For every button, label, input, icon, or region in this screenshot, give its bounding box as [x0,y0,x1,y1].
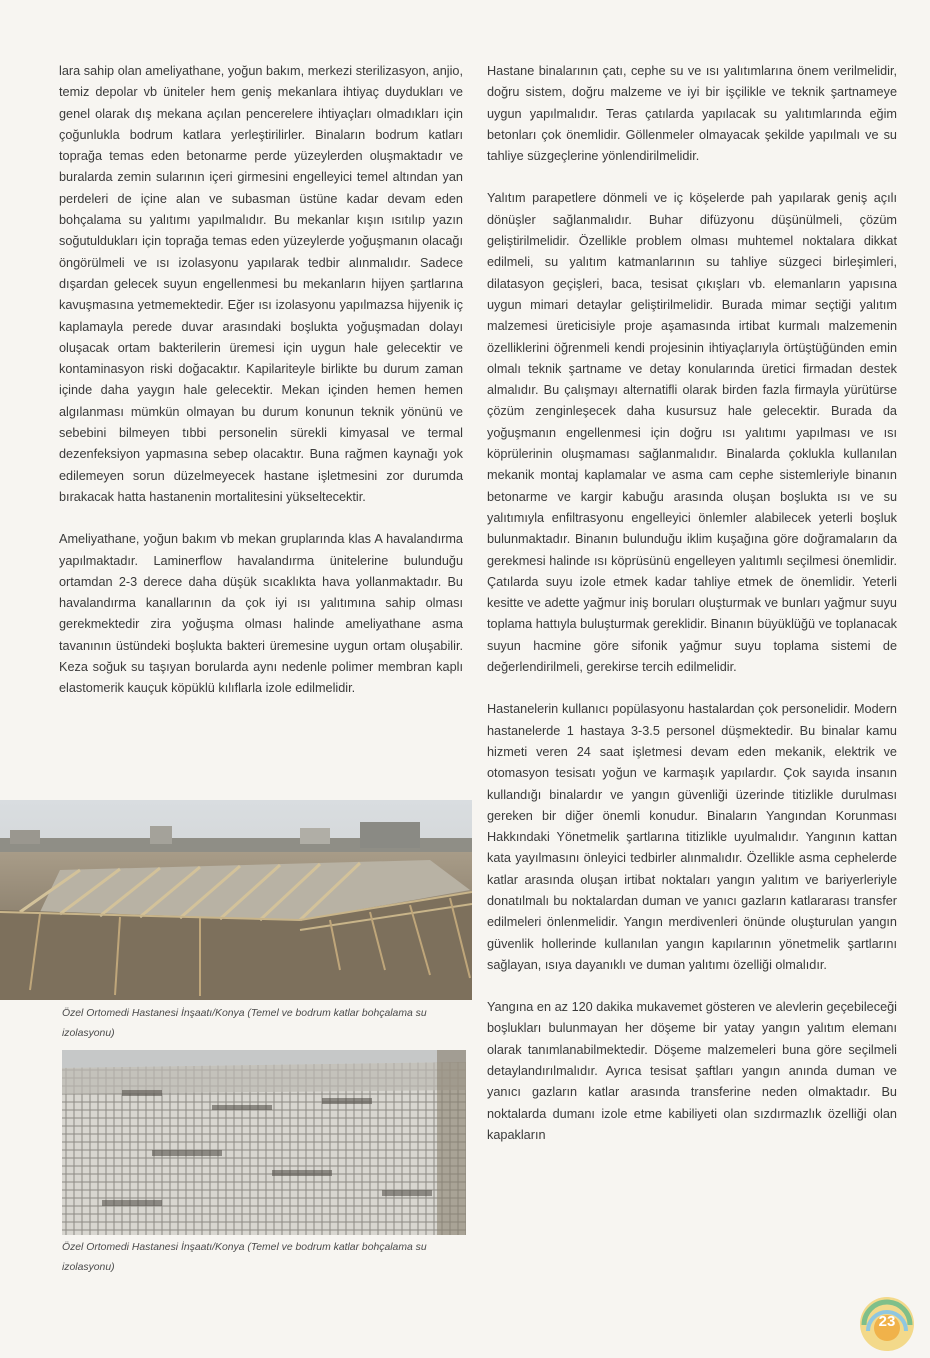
construction-photo-rebar [62,1050,466,1235]
left-text-column [59,61,463,700]
paragraph: Ameliyathane, yoğun bakım vb mekan gruplarında klas A havalandırma yapılmaktadır. Laminerflow havalandırma ünitelerine bulunduğu ortamdan 2-3 derece daha düşük sıcaklıkta hava yollanmaktadır. Bu havalandırma kanallarının da çok iyi ısı yalıtımına sahip olması gerekmektedir zira yoğuşma olması halinde ameliyathane asma tavanının üstündeki boşlukta bakteri üremesine uygun ortam oluşabilir. Keza soğuk su taşıyan borularda aynı nedenle polimer membran kaplı elastomerik kauçuk köpüklü kılıflarla izole edilmelidir. [59,532,463,696]
right-text-column [487,61,897,1146]
paragraph: Yalıtım parapetlere dönmeli ve iç köşelerde pah yapılarak geniş açılı dönüşler sağlanmalıdır. Buhar difüzyonu düşünülmeli, çözüm geliştirilmelidir. Özellikle problem olması muhtemel noktalara dikkat edilmeli, su yalıtım katmanlarının su tahliye süzgeci birleşimleri, dilatasyon geçişleri, baca, tesisat çıkışları vb. elemanların yapısına uygun mimari detaylar geliştirilmelidir. Burada mimar seçtiği yalıtım malzemesi üreticisiyle proje aşamasında irtibat kurmalı malzemenin özelliklerini öğrenmeli kendi projesinin ihtiyaçlarıyla örtüştüğünden emin olmalı teknik şartname ve detay konularında üretici firmadan destek almalıdır. Bu çalışmayı alternatifli olarak birden fazla firmayla yürütürse çözüm zenginleşecek daha kusursuz hale gelecektir. Burada da yoğuşmanın engellenmesi için doğru ısı yalıtımı yapılması ve ısı köprülerinin oluşmaması sağlanmalıdır. Binalarda çoklukla kullanılan mekanik montaj kaplamalar ve asma cam cephe sistemleriyle binanın betonarme ve kargir kabuğu arasında oluşan boşlukta ısı ve su yalıtımıyla enfiltrasyonu engelleyici önlemler alabilecek yeterli boşluk bulunmaktadır. Binanın bulunduğu iklim kuşağına göre doğramaların da gerekmesi halinde ısı köprüsünü engelleyen yalıtımlı seçilmesi önemlidir. Çatılarda suyu izole etmek kadar tahliye etmek de önemlidir. Yeterli kesitte ve adette yağmur iniş boruları oluşturmak ve bunları yağmur suyu toplama hattıyla buluşturmak gereklidir. Binanın büyüklüğü ve toplanacak suyun hacmine göre sifonik yağmur suyu toplama sistemi de değerlendirilmeli, gerekirse tercih edilmelidir. [487,191,897,675]
construction-photo-foundation [0,800,472,1000]
figure-caption: Özel Ortomedi Hastanesi İnşaatı/Konya (Temel ve bodrum katlar bohçalama su izolasyonu) [62,1008,427,1039]
paragraph: lara sahip olan ameliyathane, yoğun bakım, merkezi sterilizasyon, anjio, temiz depolar vb üniteler hem geniş mekanlara ihtiyaç duydukları ve genel olarak dış mekana açılan pencerelere ihtiyaçları olmadıkları için çoğunlukla bodrum katlara yerleştirilirler. Binaların bodrum katları toprağa temas eden betonarme perde yüzeylerden oluşmaktadır ve buralarda zemin sularının içeri girmesini engelleyici temel altından yan perdeleri de içine alan ve subasman üstüne kadar devam eden bohçalama su yalıtımı yapılmalıdır. Bu mekanlar kışın ısıtılıp yazın soğutuldukları için toprağa temas eden yüzeylerde yoğuşmanın olacağı öngörülmeli ve ısı izolasyonu yapılarak tedbir alınmalıdır. Sadece dışardan gelecek suyun engellenmesi bu mekanların hijyen şartlarına kavuşmasına yetmemektedir. Eğer ısı izolasyonu yapılmazsa hijyenik iç kaplamayla perede duvar arasındaki boşlukta yoğuşmadan dolayı oluşacak ortam bakterilerin üremesi için uygun hale gelecektir ve kontaminasyon riski doğacaktır. Kapilariteyle birlikte bu durum zaman içinde daha yaygın hale gelecektir. Mekan içinden hemen hemen algılanması mümkün olmayan bu durum konunun teknik yönünü ve sebebini bilmeyen tıbbi personelin sürekli kimyasal ve termal dezenfeksiyon yapmasına sebep olacaktır. Buna rağmen kaynağı yok edilemeyen sorun düzelmeyecek hastane işletmesini zor durumda bırakacak hatta hastanenin mortalitesini yükseltecektir. [59,64,463,504]
figure-caption: Özel Ortomedi Hastanesi İnşaatı/Konya (Temel ve bodrum katlar bohçalama su izolasyonu) [62,1242,427,1273]
paragraph: Hastane binalarının çatı, cephe su ve ısı yalıtımlarına önem verilmelidir, doğru sistem, doğru malzeme ve iyi bir işçilikle ve teknik şartnameye uygun yapılmalıdır. Teras çatılarda yapılacak su yalıtımlarında eğim betonları çok önemlidir. Göllenmeler olmayacak şekilde yapılmalı ve su tahliye süzgeçlerine yönlendirilmelidir. [487,64,897,164]
page-number: 23 [878,1313,896,1330]
paragraph: Hastanelerin kullanıcı popülasyonu hastalardan çok personelidir. Modern hastanelerde 1 hastaya 3-3.5 personel düşmektedir. Bu binalar kamu hizmeti veren 24 saat işletmesi devam eden mekanik, elektrik ve otomasyon tesisatı yoğun ve karmaşık yapılardır. Çok sayıda insanın kullandığı binalardır ve yangın güvenliği üzerinde titizlikle durulması gereken bir diğer önemli konudur. Binaların Yangından Korunması Hakkındaki Yönetmelik şartlarına titizlikle uyulmalıdır. Yangının kattan kata yayılmasını önleyici tedbirler alınmalıdır. Özellikle asma cephelerde katlar arasında oluşan irtibat noktaları yangın yalıtım ve bariyerleriyle donatılmalı bu noktalardan duman ve yanıcı gazların katlararası transfer edilmeleri önlenmelidir. Yangın merdivenleri önünde oluşturulan yangın güvenlik hollerinde kullanılan yangın kapılarının yönetmelik şartlarını sağlayan, ısıya dayanıklı ve duman yalıtımı özelliği olmalıdır. [487,702,897,972]
paragraph: Yangına en az 120 dakika mukavemet gösteren ve alevlerin geçebileceği boşlukları bulunmayan her döşeme bir yatay yangın yalıtım elemanı olarak tanımlanabilmektedir. Döşeme malzemeleri buna göre seçilmeli detaylandırılmalıdır. Ayrıca tesisat şaftları yangın anında duman ve yanıcı gazların katlar arasında transferine neden olmaktadır. Bu noktalarda dumanı izole etme kabiliyeti olan sızdırmazlık özelliği olan kapakların [487,1000,897,1142]
